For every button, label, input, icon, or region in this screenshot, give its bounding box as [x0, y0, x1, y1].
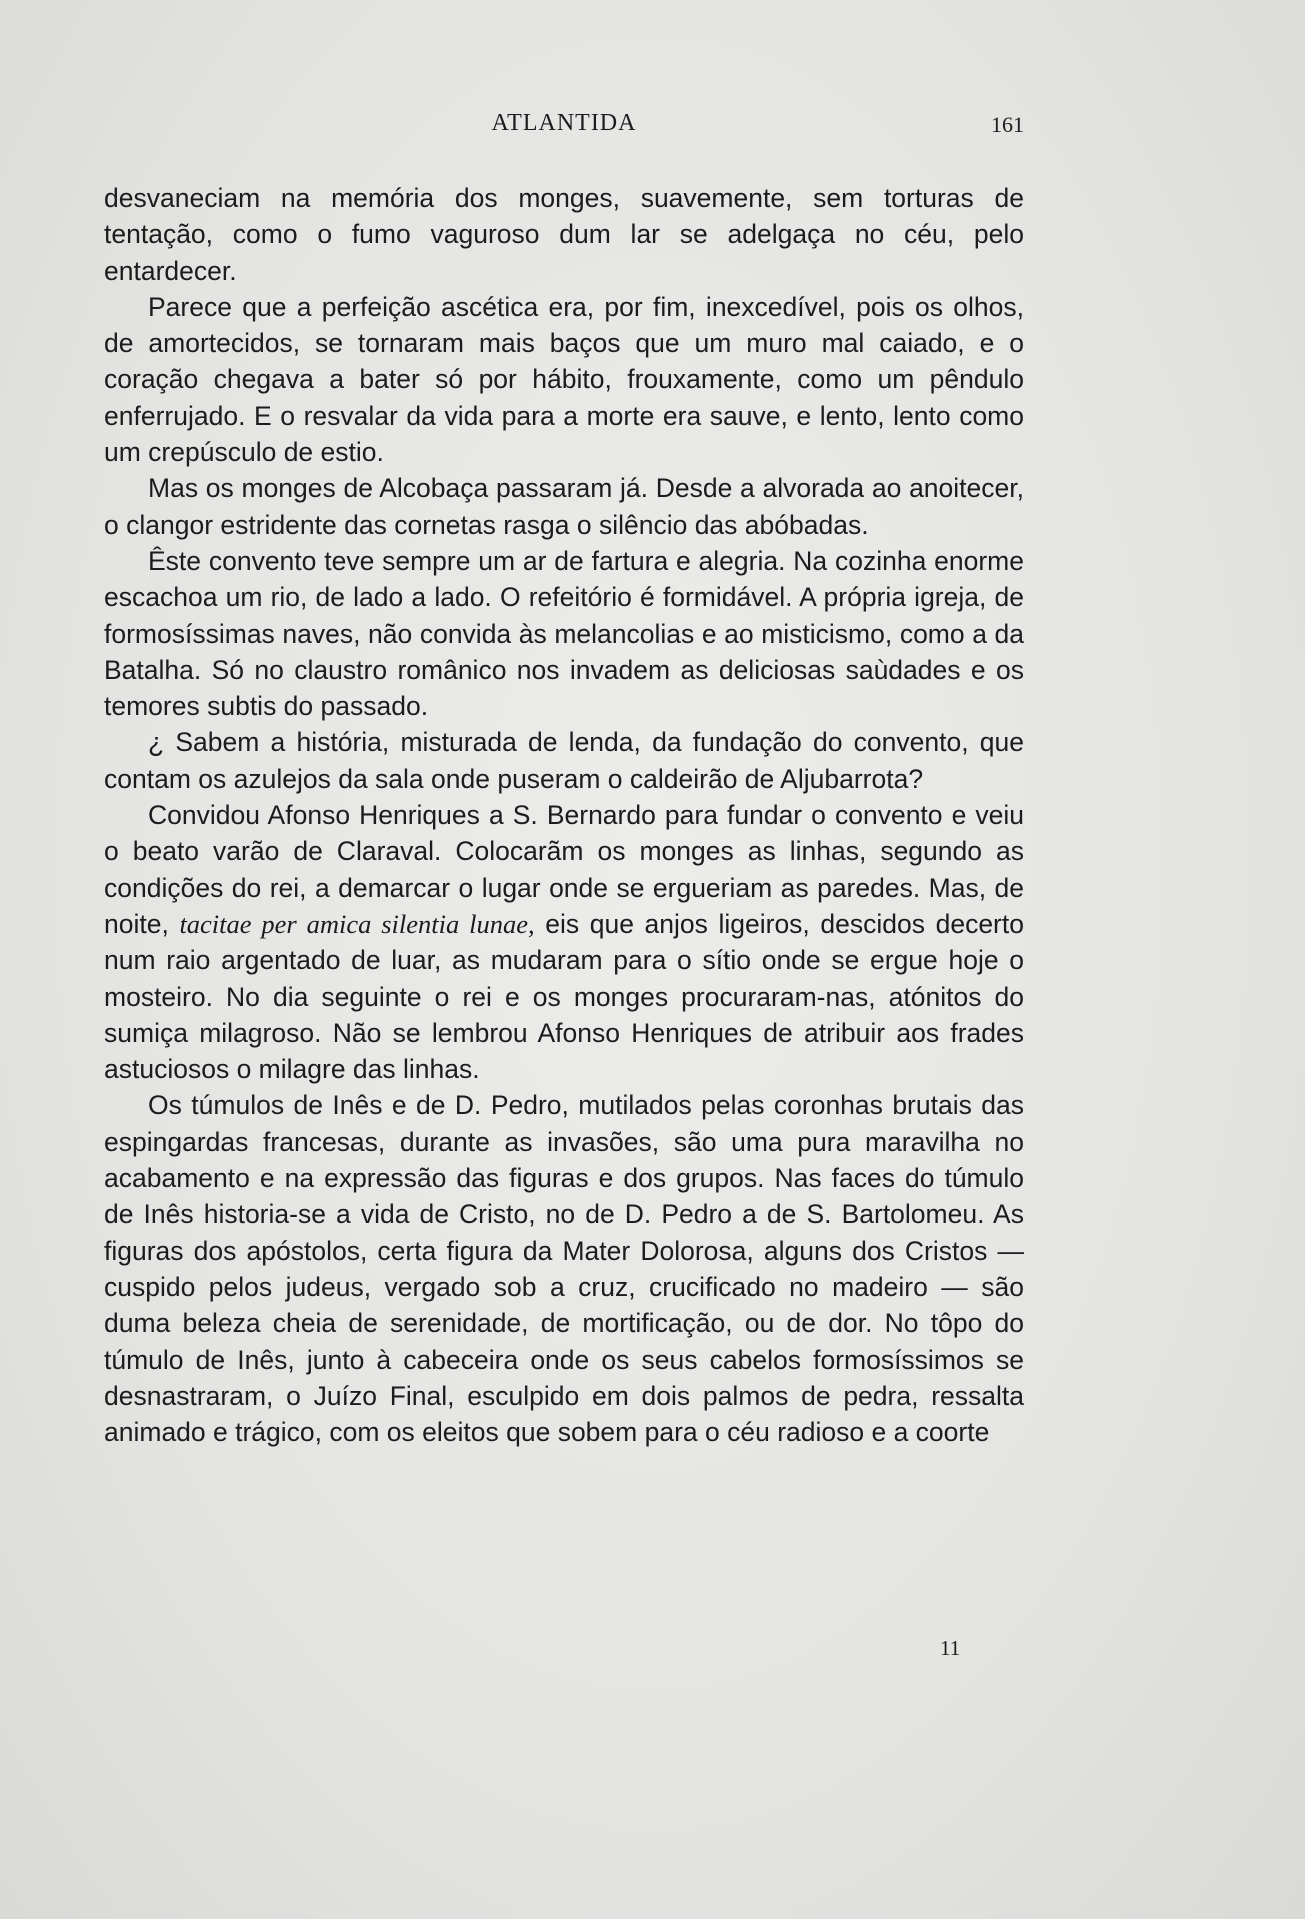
- paragraph-3: Mas os monges de Alcobaça passaram já. Desde a alvorada ao anoitecer, o clangor estridente das cornetas rasga o silêncio das abóbadas.: [104, 473, 1024, 540]
- page-number: 161: [991, 112, 1024, 137]
- paragraph-1: desvaneciam na memória dos monges, suavemente, sem torturas de tentação, como o fumo vaguroso dum lar se adelgaça no céu, pelo entardecer.: [104, 183, 1024, 286]
- paragraph-2: Parece que a perfeição ascética era, por fim, inexcedível, pois os olhos, de amortecidos, se tornaram mais baços que um muro mal caiado, e o coração chegava a bater só por hábito, frouxamente, como um pêndulo enferrujado. E o resvalar da vida para a morte era sauve, e lento, lento como um crepúsculo de estio.: [104, 291, 1024, 468]
- page-header: [104, 110, 1024, 150]
- running-title: ATLANTIDA: [491, 110, 637, 136]
- paragraph-6-before: Convidou Afonso Henriques a S. Bernardo para fundar o convento e veiu o beato varão de Claraval. Colocarãm os monges as linhas, segundo as condições do rei, a demarcar o lugar onde se ergueriam as paredes. Mas, de noite,: [104, 800, 1024, 939]
- signature-mark: 11: [940, 1636, 961, 1660]
- paragraph-6: [104, 797, 1024, 1087]
- body-text: [104, 180, 1024, 1450]
- paragraph-5: ¿ Sabem a história, misturada de lenda, da fundação do convento, que contam os azulejos da sala onde puseram o caldeirão de Aljubarrota?: [104, 727, 1024, 794]
- paragraph-6-after: eis que anjos ligeiros, descidos decerto num raio argentado de luar, as mudaram para o sítio onde se ergue hoje o mosteiro. No dia seguinte o rei e os monges procuraram-nas, atónitos do sumiça milagroso. Não se lembrou Afonso Henriques de atribuir aos frades astuciosos o milagre das linhas.: [104, 908, 1024, 1085]
- paragraph-4: Êste convento teve sempre um ar de fartura e alegria. Na cozinha enorme escachoa um rio, de lado a lado. O refeitório é formidável. A própria igreja, de formosíssimas naves, não convida às melancolias e ao misticismo, como a da Batalha. Só no claustro românico nos invadem as deliciosas saùdades e os temores subtis do passado.: [104, 545, 1024, 722]
- paragraph-7: Os túmulos de Inês e de D. Pedro, mutilados pelas coronhas brutais das espingardas francesas, durante as invasões, são uma pura maravilha no acabamento e na expressão das figuras e dos grupos. Nas faces do túmulo de Inês historia-se a vida de Cristo, no de D. Pedro a de S. Bartolomeu. As figuras dos apóstolos, certa figura da Mater Dolorosa, alguns dos Cristos — cuspido pelos judeus, vergado sob a cruz, crucificado no madeiro — são duma beleza cheia de serenidade, de mortificação, ou de dor. No tôpo do túmulo de Inês, junto à cabeceira onde os seus cabelos formosíssimos se desnastraram, o Juízo Final, esculpido em dois palmos de pedra, ressalta animado e trágico, com os eleitos que sobem para o céu radioso e a coorte: [104, 1090, 1024, 1448]
- latin-quote: tacitae per amica silentia lunae,: [179, 908, 535, 939]
